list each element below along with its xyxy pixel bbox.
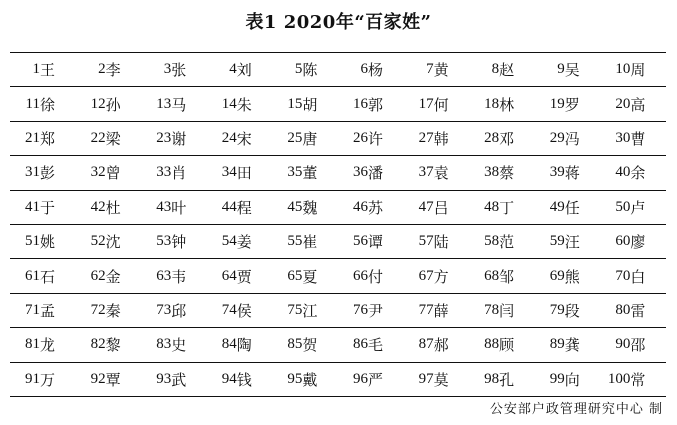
rank-number: 26 (338, 121, 368, 155)
rank-number: 67 (404, 259, 434, 293)
surname: 肖 (171, 156, 207, 190)
surname: 任 (565, 190, 601, 224)
surname: 袁 (434, 156, 470, 190)
surname: 尹 (368, 293, 404, 327)
surname: 林 (499, 87, 535, 121)
surname: 谢 (171, 121, 207, 155)
surname: 陶 (237, 328, 273, 362)
surname: 徐 (40, 87, 76, 121)
rank-number: 20 (600, 87, 630, 121)
surname: 丁 (499, 190, 535, 224)
rank-number: 94 (207, 362, 237, 396)
rank-number: 15 (272, 87, 302, 121)
rank-number: 29 (535, 121, 565, 155)
surname: 段 (565, 293, 601, 327)
surname: 孟 (40, 293, 76, 327)
rank-number: 78 (469, 293, 499, 327)
rank-number: 60 (600, 224, 630, 258)
surname: 叶 (171, 190, 207, 224)
surname: 韦 (171, 259, 207, 293)
surname: 向 (565, 362, 601, 396)
surname: 许 (368, 121, 404, 155)
table-row (10, 259, 666, 293)
surname: 卢 (630, 190, 666, 224)
rank-number: 14 (207, 87, 237, 121)
surname: 孔 (499, 362, 535, 396)
rank-number: 69 (535, 259, 565, 293)
surname: 何 (434, 87, 470, 121)
rank-number: 95 (272, 362, 302, 396)
surname: 姚 (40, 224, 76, 258)
rank-number: 8 (469, 53, 499, 87)
table-body (10, 53, 666, 397)
surname: 朱 (237, 87, 273, 121)
source-credit: 公安部户政管理研究中心 制 (489, 402, 663, 417)
rank-number: 36 (338, 156, 368, 190)
rank-number: 41 (10, 190, 40, 224)
surname: 万 (40, 362, 76, 396)
rank-number: 18 (469, 87, 499, 121)
rank-number: 87 (404, 328, 434, 362)
table-row (10, 362, 666, 396)
rank-number: 92 (76, 362, 106, 396)
rank-number: 64 (207, 259, 237, 293)
rank-number: 2 (76, 53, 106, 87)
surname: 梁 (106, 121, 142, 155)
surname: 史 (171, 328, 207, 362)
surname: 胡 (302, 87, 338, 121)
surname: 周 (630, 53, 666, 87)
rank-number: 54 (207, 224, 237, 258)
surname: 王 (40, 53, 76, 87)
rank-number: 59 (535, 224, 565, 258)
surname: 魏 (302, 190, 338, 224)
rank-number: 68 (469, 259, 499, 293)
rank-number: 17 (404, 87, 434, 121)
rank-number: 45 (272, 190, 302, 224)
rank-number: 7 (404, 53, 434, 87)
table-row (10, 87, 666, 121)
surname: 宋 (237, 121, 273, 155)
rank-number: 58 (469, 224, 499, 258)
surname: 潘 (368, 156, 404, 190)
rank-number: 79 (535, 293, 565, 327)
surname: 于 (40, 190, 76, 224)
rank-number: 57 (404, 224, 434, 258)
rank-number: 4 (207, 53, 237, 87)
rank-number: 55 (272, 224, 302, 258)
rank-number: 28 (469, 121, 499, 155)
rank-number: 71 (10, 293, 40, 327)
surname: 张 (171, 53, 207, 87)
rank-number: 24 (207, 121, 237, 155)
surname: 蒋 (565, 156, 601, 190)
rank-number: 98 (469, 362, 499, 396)
surname: 陆 (434, 224, 470, 258)
surname: 赵 (499, 53, 535, 87)
rank-number: 47 (404, 190, 434, 224)
surname: 马 (171, 87, 207, 121)
table-row (10, 328, 666, 362)
surname: 田 (237, 156, 273, 190)
surname: 罗 (565, 87, 601, 121)
surname: 汪 (565, 224, 601, 258)
rank-number: 48 (469, 190, 499, 224)
rank-number: 33 (141, 156, 171, 190)
rank-number: 97 (404, 362, 434, 396)
rank-number: 83 (141, 328, 171, 362)
rank-number: 11 (10, 87, 40, 121)
surname: 孙 (106, 87, 142, 121)
rank-number: 56 (338, 224, 368, 258)
rank-number: 38 (469, 156, 499, 190)
rank-number: 13 (141, 87, 171, 121)
surname: 吴 (565, 53, 601, 87)
rank-number: 99 (535, 362, 565, 396)
surname: 黎 (106, 328, 142, 362)
surname: 龙 (40, 328, 76, 362)
surname: 杨 (368, 53, 404, 87)
rank-number: 9 (535, 53, 565, 87)
surname: 黄 (434, 53, 470, 87)
rank-number: 100 (600, 362, 630, 396)
rank-number: 63 (141, 259, 171, 293)
surname: 邹 (499, 259, 535, 293)
surname: 钱 (237, 362, 273, 396)
table-title: 表1 2020年“百家姓” (245, 12, 432, 33)
rank-number: 21 (10, 121, 40, 155)
surname: 范 (499, 224, 535, 258)
rank-number: 39 (535, 156, 565, 190)
surname: 戴 (302, 362, 338, 396)
rank-number: 1 (10, 53, 40, 87)
rank-number: 35 (272, 156, 302, 190)
surname: 彭 (40, 156, 76, 190)
surname: 毛 (368, 328, 404, 362)
rank-number: 73 (141, 293, 171, 327)
rank-number: 42 (76, 190, 106, 224)
rank-number: 49 (535, 190, 565, 224)
rank-number: 61 (10, 259, 40, 293)
surname: 秦 (106, 293, 142, 327)
surname: 蔡 (499, 156, 535, 190)
surname-ranking-table (10, 52, 666, 397)
surname: 高 (630, 87, 666, 121)
surname: 薛 (434, 293, 470, 327)
rank-number: 53 (141, 224, 171, 258)
rank-number: 32 (76, 156, 106, 190)
surname: 侯 (237, 293, 273, 327)
surname: 韩 (434, 121, 470, 155)
rank-number: 43 (141, 190, 171, 224)
surname: 刘 (237, 53, 273, 87)
surname: 金 (106, 259, 142, 293)
surname: 熊 (565, 259, 601, 293)
rank-number: 50 (600, 190, 630, 224)
rank-number: 23 (141, 121, 171, 155)
surname: 江 (302, 293, 338, 327)
rank-number: 77 (404, 293, 434, 327)
rank-number: 85 (272, 328, 302, 362)
rank-number: 34 (207, 156, 237, 190)
rank-number: 44 (207, 190, 237, 224)
rank-number: 65 (272, 259, 302, 293)
rank-number: 37 (404, 156, 434, 190)
rank-number: 25 (272, 121, 302, 155)
surname: 顾 (499, 328, 535, 362)
rank-number: 89 (535, 328, 565, 362)
surname: 苏 (368, 190, 404, 224)
surname: 郑 (40, 121, 76, 155)
surname: 崔 (302, 224, 338, 258)
rank-number: 82 (76, 328, 106, 362)
surname: 郝 (434, 328, 470, 362)
rank-number: 16 (338, 87, 368, 121)
rank-number: 84 (207, 328, 237, 362)
rank-number: 6 (338, 53, 368, 87)
surname: 莫 (434, 362, 470, 396)
surname: 贾 (237, 259, 273, 293)
rank-number: 91 (10, 362, 40, 396)
table-row (10, 293, 666, 327)
surname: 闫 (499, 293, 535, 327)
surname: 覃 (106, 362, 142, 396)
rank-number: 75 (272, 293, 302, 327)
surname: 董 (302, 156, 338, 190)
surname: 谭 (368, 224, 404, 258)
surname: 贺 (302, 328, 338, 362)
surname: 邱 (171, 293, 207, 327)
rank-number: 81 (10, 328, 40, 362)
surname: 曹 (630, 121, 666, 155)
surname: 李 (106, 53, 142, 87)
surname: 廖 (630, 224, 666, 258)
rank-number: 51 (10, 224, 40, 258)
rank-number: 86 (338, 328, 368, 362)
surname: 龚 (565, 328, 601, 362)
surname: 武 (171, 362, 207, 396)
table-row (10, 156, 666, 190)
rank-number: 30 (600, 121, 630, 155)
rank-number: 74 (207, 293, 237, 327)
surname: 郭 (368, 87, 404, 121)
surname: 方 (434, 259, 470, 293)
table-row (10, 53, 666, 87)
rank-number: 62 (76, 259, 106, 293)
table-row (10, 121, 666, 155)
rank-number: 70 (600, 259, 630, 293)
table-row (10, 224, 666, 258)
rank-number: 72 (76, 293, 106, 327)
rank-number: 76 (338, 293, 368, 327)
rank-number: 12 (76, 87, 106, 121)
surname: 雷 (630, 293, 666, 327)
surname: 邵 (630, 328, 666, 362)
surname: 杜 (106, 190, 142, 224)
table-row (10, 190, 666, 224)
surname: 常 (630, 362, 666, 396)
surname: 付 (368, 259, 404, 293)
rank-number: 5 (272, 53, 302, 87)
surname: 程 (237, 190, 273, 224)
rank-number: 40 (600, 156, 630, 190)
surname: 沈 (106, 224, 142, 258)
rank-number: 88 (469, 328, 499, 362)
surname: 吕 (434, 190, 470, 224)
surname: 白 (630, 259, 666, 293)
rank-number: 10 (600, 53, 630, 87)
surname: 邓 (499, 121, 535, 155)
rank-number: 31 (10, 156, 40, 190)
rank-number: 66 (338, 259, 368, 293)
rank-number: 93 (141, 362, 171, 396)
surname: 姜 (237, 224, 273, 258)
surname: 石 (40, 259, 76, 293)
rank-number: 46 (338, 190, 368, 224)
rank-number: 22 (76, 121, 106, 155)
rank-number: 19 (535, 87, 565, 121)
surname: 严 (368, 362, 404, 396)
surname: 唐 (302, 121, 338, 155)
rank-number: 90 (600, 328, 630, 362)
rank-number: 27 (404, 121, 434, 155)
rank-number: 96 (338, 362, 368, 396)
surname: 陈 (302, 53, 338, 87)
surname: 余 (630, 156, 666, 190)
surname: 钟 (171, 224, 207, 258)
surname: 冯 (565, 121, 601, 155)
surname: 夏 (302, 259, 338, 293)
rank-number: 52 (76, 224, 106, 258)
rank-number: 80 (600, 293, 630, 327)
rank-number: 3 (141, 53, 171, 87)
surname: 曾 (106, 156, 142, 190)
